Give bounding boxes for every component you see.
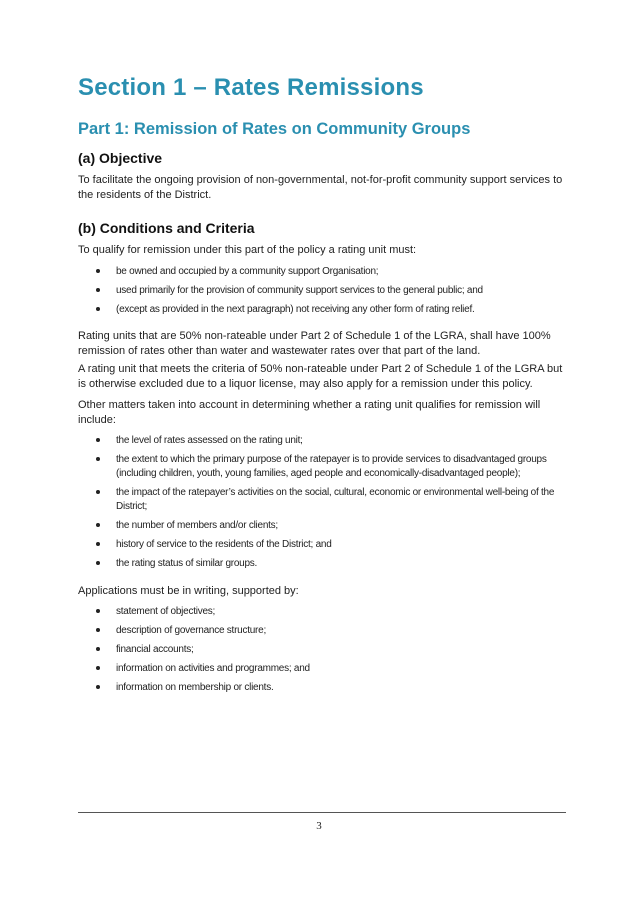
matters-list bbox=[78, 434, 568, 576]
list-item: history of service to the residents of the District; and bbox=[78, 538, 568, 552]
conditions-intro: To qualify for remission under this part of the policy a rating unit must: bbox=[78, 244, 417, 256]
conditions-heading: (b) Conditions and Criteria bbox=[78, 220, 255, 236]
section-title: Section 1 – Rates Remissions bbox=[78, 74, 424, 101]
bullet-icon bbox=[96, 685, 100, 689]
list-item: used primarily for the provision of community support services to the general public; and bbox=[78, 284, 568, 298]
requirements-list bbox=[78, 265, 568, 322]
list-item: be owned and occupied by a community support Organisation; bbox=[78, 265, 568, 279]
applications-list bbox=[78, 605, 568, 700]
bullet-icon bbox=[96, 438, 100, 442]
applications-intro: Applications must be in writing, supported by: bbox=[78, 585, 299, 597]
bullet-icon bbox=[96, 457, 100, 461]
list-item: the extent to which the primary purpose of the ratepayer is to provide services to disadvantaged groups (including children, youth, young families, aged people and economically-disadvantaged people); bbox=[78, 453, 568, 481]
bullet-icon bbox=[96, 490, 100, 494]
bullet-icon bbox=[96, 523, 100, 527]
list-item: financial accounts; bbox=[78, 643, 568, 657]
list-item: (except as provided in the next paragraph) not receiving any other form of rating relief. bbox=[78, 303, 568, 317]
footer-divider bbox=[78, 812, 566, 813]
page-number: 3 bbox=[316, 820, 322, 832]
bullet-icon bbox=[96, 307, 100, 311]
list-item: the level of rates assessed on the rating unit; bbox=[78, 434, 568, 448]
bullet-icon bbox=[96, 269, 100, 273]
part-title: Part 1: Remission of Rates on Community Groups bbox=[78, 120, 471, 138]
bullet-icon bbox=[96, 628, 100, 632]
bullet-icon bbox=[96, 542, 100, 546]
bullet-icon bbox=[96, 647, 100, 651]
bullet-icon bbox=[96, 561, 100, 565]
list-item: the impact of the ratepayer’s activities on the social, cultural, economic or environmental well-being of the District; bbox=[78, 486, 568, 514]
other-matters-paragraph: Other matters taken into account in determining whether a rating unit qualifies for remission will include: bbox=[78, 399, 541, 426]
bullet-icon bbox=[96, 288, 100, 292]
liquor-license-paragraph: A rating unit that meets the criteria of 50% non-rateable under Part 2 of Schedule 1 of the LGRA but is otherwise excluded due to a liquor license, may also apply for a remission under this policy. bbox=[78, 363, 563, 390]
remission-paragraph: Rating units that are 50% non-rateable under Part 2 of Schedule 1 of the LGRA, shall have 100% remission of rates other than water and wastewater rates over that part of the land. bbox=[78, 330, 551, 357]
list-item: information on membership or clients. bbox=[78, 681, 568, 695]
objective-heading: (a) Objective bbox=[78, 150, 163, 166]
bullet-icon bbox=[96, 609, 100, 613]
objective-text: To facilitate the ongoing provision of non-governmental, not-for-profit community support services to the residents of the District. bbox=[78, 174, 563, 201]
list-item: description of governance structure; bbox=[78, 624, 568, 638]
list-item: statement of objectives; bbox=[78, 605, 568, 619]
bullet-icon bbox=[96, 666, 100, 670]
list-item: information on activities and programmes; and bbox=[78, 662, 568, 676]
list-item: the number of members and/or clients; bbox=[78, 519, 568, 533]
list-item: the rating status of similar groups. bbox=[78, 557, 568, 571]
